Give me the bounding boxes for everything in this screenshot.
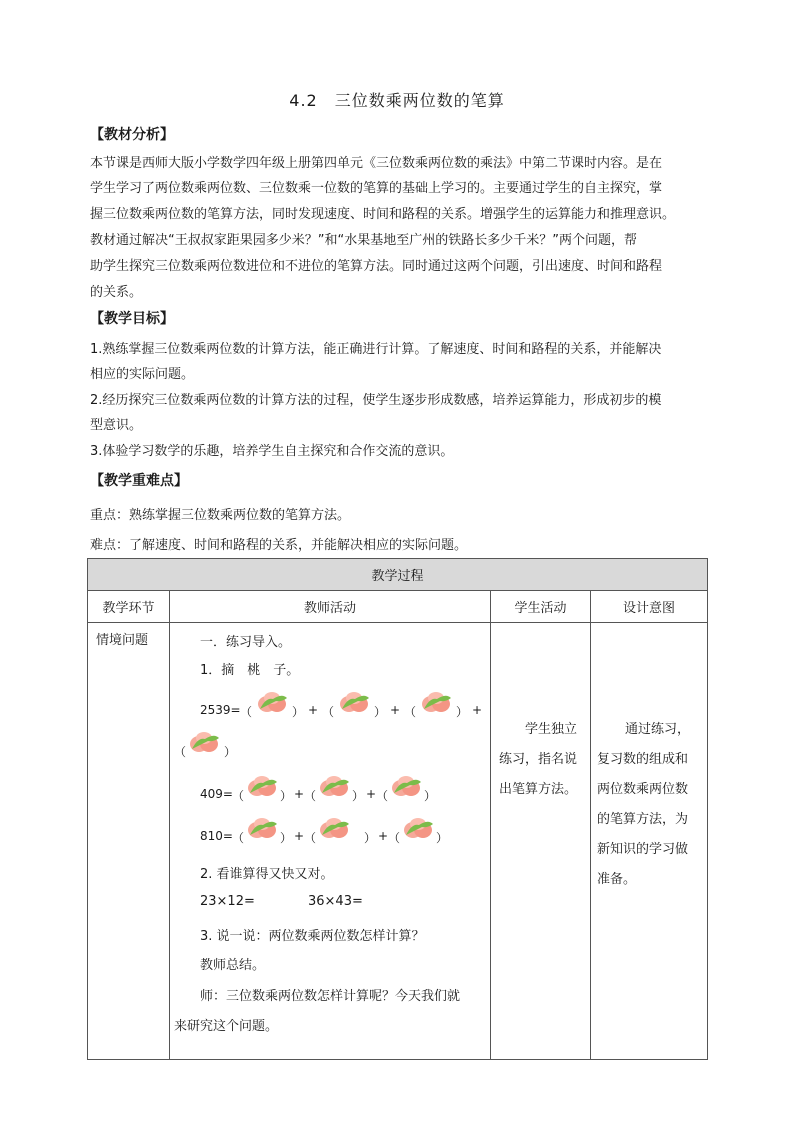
header-teacher: 教师活动 <box>170 591 491 623</box>
peach-icon <box>256 689 290 715</box>
plus-sign: + <box>390 703 401 717</box>
analysis-line: 握三位数乘两位数的笔算方法，同时发现速度、时间和路程的关系。增强学生的运算能力和推理意识。 <box>90 207 676 222</box>
key-heading: 【教学重难点】 <box>90 473 188 489</box>
goal-line: 型意识。 <box>90 418 143 433</box>
open-paren: （ <box>404 705 417 719</box>
open-paren: （ <box>232 789 245 803</box>
equation-number: 409= <box>200 787 233 801</box>
intent-line: 通过练习， <box>625 722 691 737</box>
open-paren: （ <box>240 705 253 719</box>
plus-sign: + <box>294 787 305 801</box>
close-paren: ） <box>374 705 387 719</box>
peach-icon <box>318 773 352 799</box>
teacher-activity <box>170 623 490 1059</box>
close-paren: ） <box>280 789 293 803</box>
calc-b: 36×43= <box>308 894 363 909</box>
goal-line: 2.经历探究三位数乘两位数的计算方法的过程，使学生逐步形成数感，培养运算能力，形成初步的模 <box>90 393 662 408</box>
close-paren: ） <box>364 831 377 845</box>
peach-icon <box>246 773 280 799</box>
equation-number: 2539= <box>200 703 241 717</box>
teacher-line: 1．摘 桃 子。 <box>200 663 300 678</box>
teacher-line: 2. 看谁算得又快又对。 <box>200 867 334 882</box>
teacher-cell <box>170 623 491 1060</box>
analysis-line: 教材通过解决“王叔叔家距果园多少米？”和“水果基地至广州的铁路长多少千米？”两个问题，帮 <box>90 233 637 248</box>
peach-icon <box>188 729 222 755</box>
plus-sign: + <box>366 787 377 801</box>
teacher-line: 3. 说一说：两位数乘两位数怎样计算？ <box>200 929 425 944</box>
open-paren: （ <box>388 831 401 845</box>
analysis-line: 的关系。 <box>90 285 143 300</box>
analysis-line: 助学生探究三位数乘两位数进位和不进位的笔算方法。同时通过这两个问题，引出速度、时间和路程 <box>90 259 663 274</box>
peach-icon <box>402 815 436 841</box>
goal-line: 1.熟练掌握三位数乘两位数的计算方法，能正确进行计算。了解速度、时间和路程的关系，并能解决 <box>90 342 662 357</box>
teacher-line: 来研究这个问题。 <box>174 1019 279 1034</box>
intent-line: 新知识的学习做 <box>597 842 689 857</box>
equation-number: 810= <box>200 829 233 843</box>
header-stage: 教学环节 <box>88 591 170 623</box>
teacher-line: 教师总结。 <box>200 958 266 973</box>
intent-line: 两位数乘两位数 <box>597 782 689 797</box>
close-paren: ） <box>436 831 449 845</box>
student-line: 练习，指名说 <box>499 752 578 767</box>
teacher-line: 师：三位数乘两位数怎样计算呢？今天我们就 <box>200 989 461 1004</box>
goal-line: 3.体验学习数学的乐趣，培养学生自主探究和合作交流的意识。 <box>90 444 454 459</box>
key-point: 重点：熟练掌握三位数乘两位数的笔算方法。 <box>90 508 351 523</box>
teacher-line: 一．练习导入。 <box>200 635 292 650</box>
intent-line: 复习数的组成和 <box>597 752 689 767</box>
peach-icon <box>390 773 424 799</box>
intent-cell <box>591 623 708 1060</box>
header-student: 学生活动 <box>491 591 591 623</box>
student-cell <box>491 623 591 1060</box>
open-paren: （ <box>174 745 187 759</box>
plus-sign: + <box>378 829 389 843</box>
plus-sign: + <box>294 829 305 843</box>
close-paren: ） <box>424 789 437 803</box>
close-paren: ） <box>224 745 237 759</box>
calc-a: 23×12= <box>200 894 255 909</box>
teaching-process-table <box>87 558 708 1060</box>
table-caption: 教学过程 <box>88 559 708 591</box>
analysis-heading: 【教材分析】 <box>90 127 174 143</box>
plus-sign: + <box>472 703 483 717</box>
goals-heading: 【教学目标】 <box>90 311 174 327</box>
student-line: 学生独立 <box>525 722 578 737</box>
header-intent: 设计意图 <box>591 591 708 623</box>
close-paren: ） <box>352 789 365 803</box>
student-line: 出笔算方法。 <box>499 782 578 797</box>
peach-icon <box>318 815 352 841</box>
open-paren: （ <box>322 705 335 719</box>
peach-icon <box>338 689 372 715</box>
analysis-line: 本节课是西师大版小学数学四年级上册第四单元《三位数乘两位数的乘法》中第二节课时内容。是在 <box>90 156 663 171</box>
close-paren: ） <box>292 705 305 719</box>
open-paren: （ <box>304 831 317 845</box>
open-paren: （ <box>376 789 389 803</box>
peach-icon <box>246 815 280 841</box>
goal-line: 相应的实际问题。 <box>90 367 195 382</box>
close-paren: ） <box>280 831 293 845</box>
stage-cell: 情境问题 <box>88 623 170 1060</box>
intent-line: 准备。 <box>597 872 637 887</box>
open-paren: （ <box>304 789 317 803</box>
open-paren: （ <box>232 831 245 845</box>
close-paren: ） <box>456 705 469 719</box>
difficult-point: 难点：了解速度、时间和路程的关系，并能解决相应的实际问题。 <box>90 538 468 553</box>
intent-line: 的笔算方法，为 <box>597 812 689 827</box>
analysis-line: 学生学习了两位数乘两位数、三位数乘一位数的笔算的基础上学习的。主要通过学生的自主探究，掌 <box>90 181 663 196</box>
page-title: 4.2 三位数乘两位数的笔算 <box>289 91 505 110</box>
peach-icon <box>420 689 454 715</box>
plus-sign: + <box>308 703 319 717</box>
